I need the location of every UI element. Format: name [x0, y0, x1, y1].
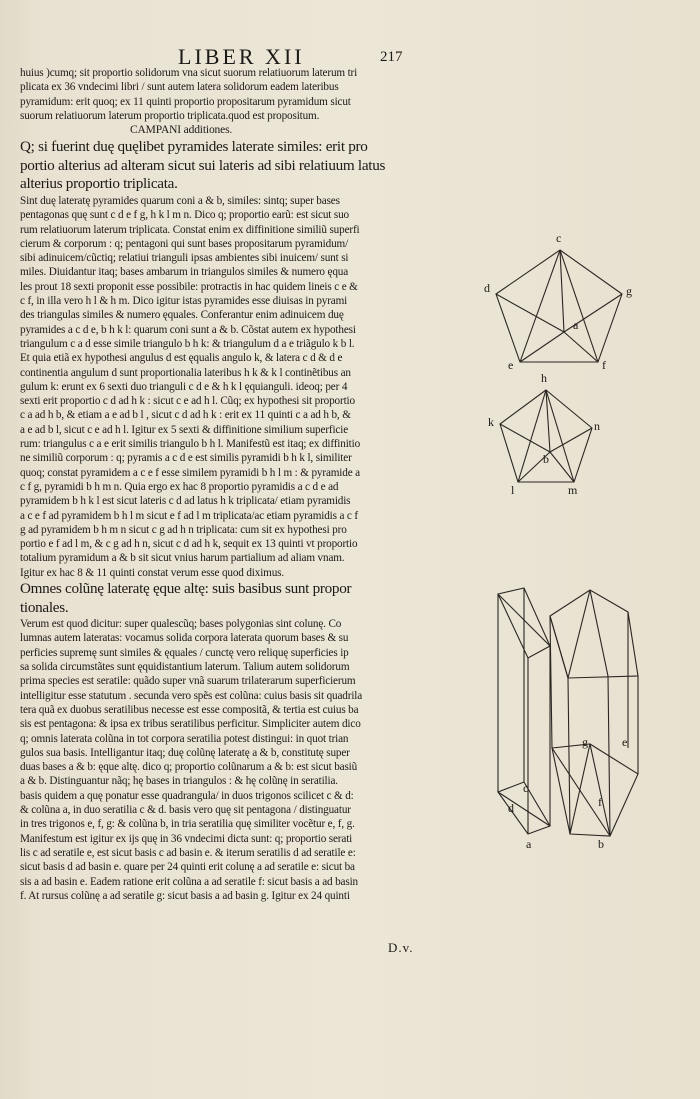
text-line: gulos sua basis. Intelligantur itaq; duę colũnę lateratę a & b, constitutę super: [20, 746, 350, 759]
label-c: c: [523, 781, 529, 795]
text-line: des triangulas similes & numero ęquales. Conferantur enim adinuicem duę: [20, 309, 344, 322]
text-line: lis c ad seratile e, est sicut basis c ad basin e. & iterum seratilis d ad seratile e:: [20, 846, 356, 859]
label-f: f: [602, 358, 606, 372]
text-line: q; omnis laterata colũna in tot corpora seratilia potest distingui: in quot trian: [20, 732, 349, 745]
label-n: n: [594, 419, 600, 433]
figure-pyramid-a: [480, 231, 640, 384]
text-line: sis a ad basin e. Eadem ratione erit colũna a ad seratile f: sicut basis a ad basin: [20, 875, 358, 888]
label-k: k: [488, 415, 494, 429]
text-line: duas bases a & b: ęque altę. dico q; proportio colũnarum a & b: est sicut basiũ: [20, 761, 358, 774]
label-h: h: [541, 371, 547, 385]
text-line: basis quidem a quę ponatur esse quadrangula/ in duos trigonos scilicet c & d:: [20, 789, 354, 802]
text-line: prima species est seratile: quãdo super vnã suarum trilaterarum superficierum: [20, 675, 356, 688]
text-line: Verum est quod dicitur: super qualescũq; bases polygonias sint colunę. Co: [20, 618, 342, 631]
section-heading: [20, 123, 464, 138]
text-line: alterius proportio triplicata.: [20, 175, 178, 193]
label-d: d: [484, 281, 490, 295]
text-line: triangulum c a d esse simile triangulo b h k: & triangulum d a e triãgulo k b l.: [20, 337, 355, 350]
label-c: c: [556, 231, 562, 245]
label-f: f: [598, 795, 602, 809]
text-line: quoq; constat pyramidem a c e f esse similem pyramidi b h l m : & pyramide a: [20, 466, 360, 479]
text-line: g ad pyramidem b h m n sicut c g ad h n triplicata: cum sit ex hypothesi pro: [20, 523, 347, 536]
text-line: Igitur ex hac 8 & 11 quinti constat verum esse quod diximus.: [20, 566, 285, 579]
signature-mark: D.v.: [388, 940, 414, 955]
column-a: [498, 588, 550, 834]
label-g: g: [582, 735, 588, 749]
folio-number: 217: [380, 49, 403, 65]
text-line: Sint duę lateratę pyramides quarum coni a & b, similes: sintq; super bases: [20, 194, 340, 207]
label-m: m: [568, 483, 578, 497]
text-line: rum: triangulus c a e erit similis triangulo b h l. Manifestũ est itaq; ex diffinitio: [20, 438, 361, 451]
text-line: intelligitur esse statutum . secunda vero spẽs est colũna: cuius basis sit quadrila: [20, 689, 363, 702]
figure-pyramid-b: [488, 371, 618, 504]
text-line: huius )cumq; sit proportio solidorum vna sicut suorum relatiuorum laterum tri: [20, 67, 358, 79]
text-line: cierum & corporum : q; pentagoni qui sunt bases propositarum pyramidum/: [20, 237, 349, 250]
text-line: sis est pentagona: & ipsa ex tribus seratilibus perficitur. Simpliciter autem dico: [20, 718, 361, 731]
text-line: f. At rursus colũnę a ad seratile g: sicut basis a ad basin g. Igitur ex 24 quinti: [20, 889, 350, 902]
text-line: pyramides a c d e, b h k l: quarum coni sunt a & b. Cõstat autem ex hypothesi: [20, 323, 356, 336]
label-b: b: [598, 837, 604, 851]
label-e: e: [508, 358, 514, 372]
text-line: continentia angulum d sunt proportionalia lateribus h k & k l continẽtibus an: [20, 366, 351, 379]
enunciation: [20, 580, 464, 617]
label-l: l: [511, 483, 515, 497]
text-line: sexti erit proportio c d ad h k : sicut c e ad h l. Cũq; ex hypothesi sit proportio: [20, 395, 355, 408]
paragraph: [20, 66, 464, 123]
text-line: c f g, pyramidi b h m n. Quia ergo ex hac 8 proportio pyramidis a c d e ad: [20, 480, 339, 493]
text-line: perficies supremę sunt similes & ęquales / cunctę vero reliquę superficies ip: [20, 646, 349, 659]
text-line: Manifestum est igitur ex ijs quę in 36 vndecimi dicta sunt: q; proportio serati: [20, 832, 353, 845]
text-line: gulum k: erunt ex 6 sexti duo trianguli c d e & h k l ęquianguli. ideoq; per 4: [20, 380, 348, 393]
running-head: LIBER XII: [178, 44, 305, 69]
text-line: lumnas autem lateratas: vocamus solida corpora laterata quorum bases & su: [20, 632, 349, 645]
paragraph: [20, 617, 464, 903]
text-line: suorum relatiuorum laterum proportio triplicata.quod est propositum.: [20, 109, 320, 122]
text-line: CAMPANI additiones.: [130, 124, 233, 137]
text-line: tera quã ex duobus seratilibus necesse est esse compositã, & tertia est cuius ba: [20, 703, 359, 716]
text-line: a e ad b l, sicut c e ad h l. Igitur ex 5 sexti & diffinitione similium superficie: [20, 423, 349, 436]
text-line: tionales.: [20, 598, 69, 616]
label-d: d: [508, 801, 514, 815]
label-a: a: [573, 318, 579, 332]
text-line: rum relatiuorum laterum triplicata. Constat enim ex diffinitione similiũ superfi: [20, 223, 360, 236]
text-line: miles. Diuidantur itaq; bases ambarum in triangulos similes & numero ęquа: [20, 266, 349, 279]
text-line: sibi adinuicem/cũctiq; relatiui trianguli ipsas ambientes sibi inuicem/ sunt si: [20, 252, 349, 265]
text-line: portio e f ad l m, & c g ad h n, sicut c d ad h k, sequit ex 13 quinti vt proportio: [20, 538, 358, 551]
text-line: pyramidum: erit quoq; ex 11 quinti proportio propositarum pyramidum sicut: [20, 95, 351, 108]
enunciation: [20, 138, 464, 194]
text-line: c f, in illa vero h l & h m. Dico igitur istas pyramides esse diuisas in pyrami: [20, 295, 348, 308]
column-b: [550, 590, 638, 836]
text-line: pyramidem b h k l est sicut lateris c d ad latus h k triplicata/ etiam pyramidis: [20, 495, 351, 508]
text-line: & colũna a, in duo seratilia c & d. basis vero quę sit pentagona / distinguatur: [20, 804, 351, 817]
text-line: in tres trigonos e, f, g: & colũna b, in tria seratilia quę similiter vocẽtur e, f, g.: [20, 818, 355, 831]
label-b: b: [543, 452, 549, 466]
text-line: totalium pyramidum a & b sit sicut vnius harum partialium ad aliam vnam.: [20, 552, 345, 565]
label-g: g: [626, 284, 632, 298]
text-line: Omnes colũnę lateratę ęque altę: suis basibus sunt propor: [20, 579, 352, 597]
text-line: plicata ex 36 vndecimi libri / sunt autem latera solidorum eadem lateribus: [20, 81, 339, 94]
text-line: a c e f ad pyramidem b h l m sicut e f ad l m triplicata/ac etiam pyramidis a c f: [20, 509, 358, 522]
text-line: c a ad h b, & etiam a e ad b l , sicut c d ad h k : erit ex 11 quinti c a ad h b, &: [20, 409, 351, 422]
text-line: sa solida circumstãtes sunt ęquidistantium laterum. Talium autem solidorum: [20, 661, 350, 674]
text-line: portio alterius ad alteram sicut sui lateris ad sibi relatiuum latus: [20, 156, 386, 174]
label-a: a: [526, 837, 532, 851]
text-line: Q; si fuerint duę quęlibet pyramides laterate similes: erit pro: [20, 138, 368, 156]
text-line: ne similiũ corporum : q; pyramis a c d e est similis pyramidi b h k l, similiter: [20, 452, 352, 465]
text-line: pentagonas quę sunt c d e f g, h k l m n. Dico q; proportio earũ: est sicut suo: [20, 209, 349, 222]
text-line: les prout 18 sexti proponit esse possibile: protractis in hac quidem lineis c e &: [20, 280, 358, 293]
text-column: [20, 66, 464, 903]
text-line: a & b. Distinguantur nãq; hę bases in triangulos : & hę colũnę in seratilia.: [20, 775, 338, 788]
paragraph: [20, 194, 464, 580]
text-line: Et quia etiã ex hypothesi angulus d est ęqualis angulo k, & latera c d & d e: [20, 352, 343, 365]
figure-columns: [490, 586, 660, 852]
text-line: sicut basis d ad basin e. quare per 24 quinti erit colunę a ad seratile e: sicut ba: [20, 861, 355, 874]
label-e: e: [622, 735, 628, 749]
